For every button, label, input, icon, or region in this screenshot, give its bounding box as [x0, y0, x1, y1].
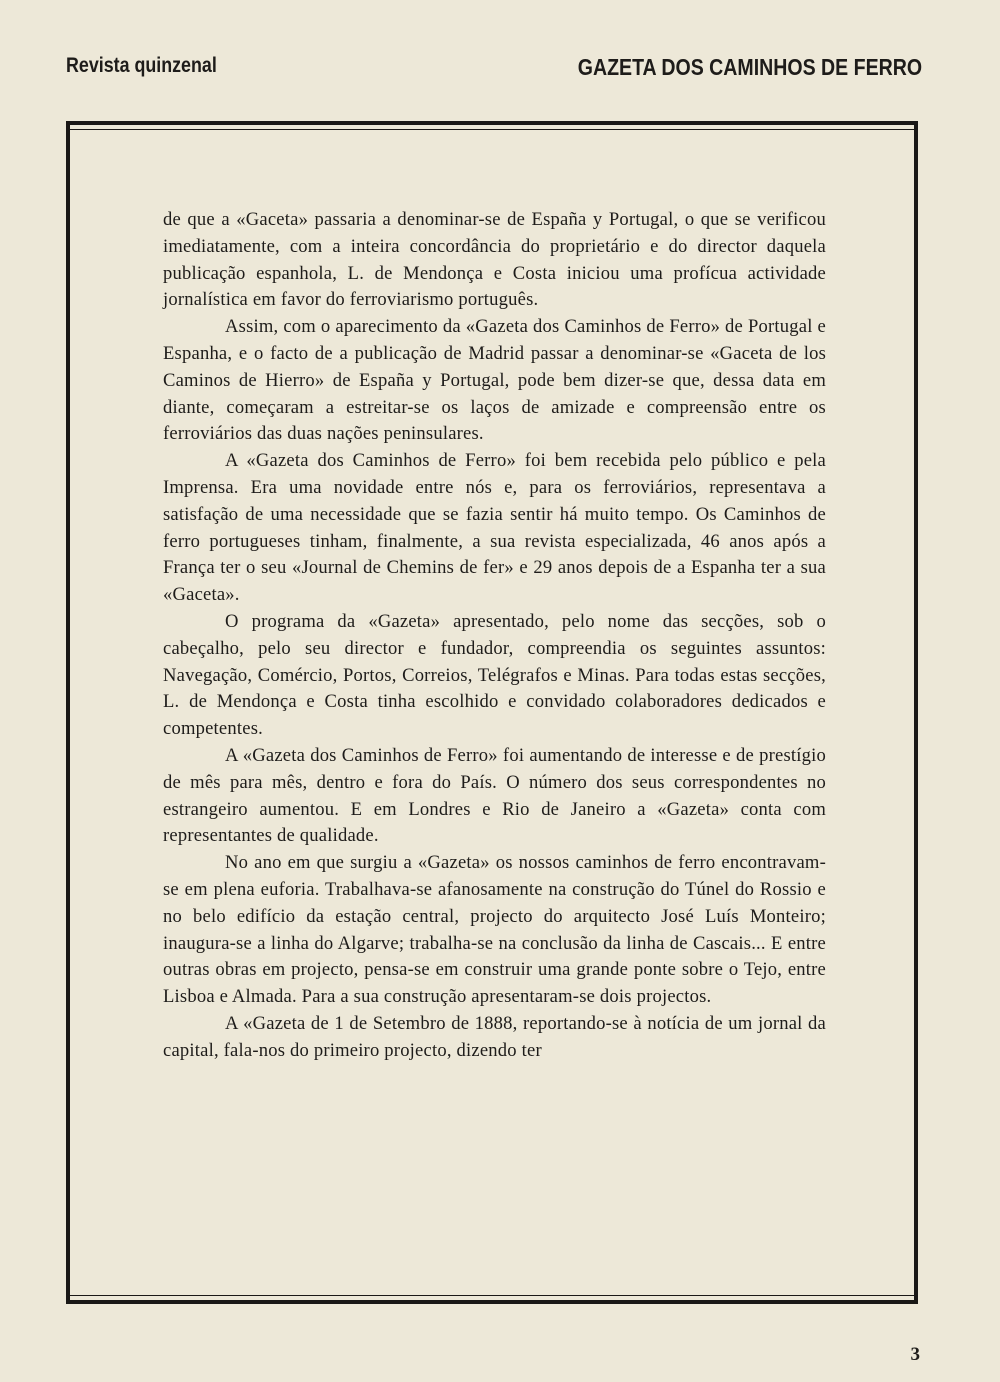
- running-head-left: Revista quinzenal: [66, 54, 217, 77]
- paragraph-6: No ano em que surgiu a «Gazeta» os nossos caminhos de ferro encontravam-se em plena euforia. Trabalhava-se afanosamente na construção do Túnel do Rossio e no belo edifício da estação central, projecto do arquitecto José Luís Monteiro; inaugura-se a linha do Algarve; trabalha-se na conclusão da linha de Cascais... E entre outras obras em projecto, pensa-se em construir uma grande ponte sobre o Tejo, entre Lisboa e Almada. Para a sua construção apresentaram-se dois projectos.: [163, 852, 826, 1008]
- paragraph-1: de que a «Gaceta» passaria a denominar-se de España y Portugal, o que se verificou imediatamente, com a inteira concordância do proprietário e do director daquela publicação espanhola, L. de Mendonça e Costa iniciou uma profícua actividade jornalística em favor do ferroviarismo português.: [163, 209, 826, 311]
- article-body: [163, 207, 826, 1065]
- paragraph-2: Assim, com o aparecimento da «Gazeta dos Caminhos de Ferro» de Portugal e Espanha, e o facto de a publicação de Madrid passar a denominar-se «Gaceta de los Caminos de Hierro» de España y Portugal, pode bem dizer-se que, dessa data em diante, começaram a estreitar-se os laços de amizade e compreensão entre os ferroviários das duas nações peninsulares.: [163, 316, 826, 445]
- paragraph-4: O programa da «Gazeta» apresentado, pelo nome das secções, sob o cabeçalho, pelo seu director e fundador, compreendia os seguintes assuntos: Navegação, Comércio, Portos, Correios, Telégrafos e Minas. Para todas estas secções, L. de Mendonça e Costa tinha escolhido e convidado colaboradores dedicados e competentes.: [163, 610, 826, 740]
- paragraph-7: A «Gazeta de 1 de Setembro de 1888, reportando-se à notícia de um jornal da capital, fala-nos do primeiro projecto, dizendo ter: [163, 1012, 826, 1061]
- paragraph-5: A «Gazeta dos Caminhos de Ferro» foi aumentando de interesse e de prestígio de mês para mês, dentro e fora do País. O número dos seus correspondentes no estrangeiro aumentou. E em Londres e Rio de Janeiro a «Gazeta» conta com representantes de qualidade.: [163, 744, 826, 847]
- running-head-title: GAZETA DOS CAMINHOS DE FERRO: [577, 54, 922, 80]
- paragraph-3: A «Gazeta dos Caminhos de Ferro» foi bem recebida pelo público e pela Imprensa. Era uma novidade entre nós e, para os ferroviários, representava a satisfação de uma necessidade que se fazia sentir há muito tempo. Os Caminhos de ferro portugueses tinham, finalmente, a sua revista especializada, 46 anos após a França ter o seu «Journal de Chemins de fer» e 29 anos depois de a Espanha ter a sua «Gaceta».: [163, 450, 826, 606]
- page-number: 3: [910, 1344, 920, 1365]
